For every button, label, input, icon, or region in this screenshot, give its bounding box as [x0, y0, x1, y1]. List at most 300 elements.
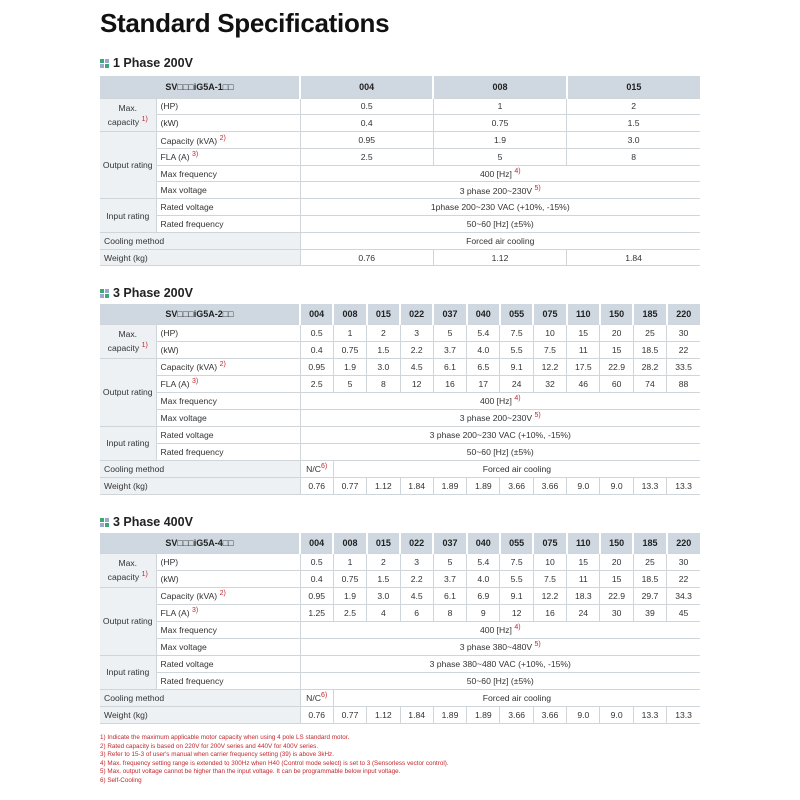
max-frequency-value-text: 400 [Hz] [479, 169, 512, 180]
rated-frequency-label: Rated frequency [156, 443, 300, 460]
value-cell: 11 [567, 570, 600, 587]
value-cell: 30 [667, 553, 700, 570]
rated-frequency-value-text: 50~60 [Hz] (±5%) [466, 218, 534, 229]
max-frequency-label: Max frequency [156, 621, 300, 638]
value-cell: 74 [633, 375, 666, 392]
grid-bullet-icon [100, 518, 109, 527]
value-cell: 18.5 [633, 570, 666, 587]
rated-frequency-row [100, 216, 700, 233]
output-rating-group [100, 587, 156, 655]
value-cell: 9.0 [600, 477, 633, 494]
value-cell: 0.75 [333, 570, 366, 587]
kw-label-text: (kW) [160, 573, 179, 584]
value-cell: 6.1 [433, 358, 466, 375]
self-cooling-text: N/C [306, 463, 321, 474]
footnote: 6) Self-Cooling [100, 776, 142, 784]
cooling-method-row [100, 689, 700, 706]
value-cell: 34.3 [667, 587, 700, 604]
value-cell: 22.9 [600, 587, 633, 604]
column-header: 075 [533, 304, 566, 324]
value-cell: 2 [367, 324, 400, 341]
value-cell: 1.5 [567, 115, 700, 132]
max-frequency-value-text: 400 [Hz] [479, 624, 512, 635]
value-cell: 28.2 [633, 358, 666, 375]
hp-row [100, 553, 700, 570]
header-row [100, 76, 700, 98]
value-cell: 2.2 [400, 570, 433, 587]
footnote-mark: 6) [320, 463, 328, 471]
value-cell: 7.5 [533, 570, 566, 587]
value-cell: 0.4 [300, 570, 333, 587]
column-header: 040 [467, 533, 500, 553]
value-cell: 9.0 [600, 706, 633, 723]
column-header: 185 [633, 304, 666, 324]
column-header: 220 [667, 533, 700, 553]
value-cell: 32 [533, 375, 566, 392]
kw-label-text: (kW) [160, 344, 179, 355]
fla-label-text: FLA (A) [160, 152, 190, 163]
value-cell: 30 [667, 324, 700, 341]
column-header: 015 [367, 304, 400, 324]
capacity-kva-row [100, 132, 700, 149]
column-header: 037 [433, 304, 466, 324]
value-cell: 15 [567, 324, 600, 341]
rated-voltage-row [100, 655, 700, 672]
capacity-kva-label-text: Capacity (kVA) [160, 361, 218, 372]
capacity-kva-label [156, 358, 300, 375]
max-voltage-label: Max voltage [156, 182, 300, 199]
cooling-method-row [100, 232, 700, 249]
value-cell: 24 [567, 604, 600, 621]
value-cell: 0.5 [300, 98, 433, 115]
section-title-1-phase-200v: 1 Phase 200V [100, 56, 193, 70]
hp-label-text: (HP) [160, 327, 179, 338]
footnote-mark: 5) [534, 184, 541, 192]
self-cooling-cell [300, 689, 333, 706]
capacity-kva-row [100, 358, 700, 375]
value-cell: 5 [433, 553, 466, 570]
spec-table-3-phase-400v [100, 533, 700, 724]
value-cell: 6.5 [467, 358, 500, 375]
column-header: 185 [633, 533, 666, 553]
max-frequency-row [100, 621, 700, 638]
header-row [100, 533, 700, 553]
footnote-mark: 2) [219, 590, 226, 598]
value-cell: 30 [600, 604, 633, 621]
model-code: SV□□□iG5A-4□□ [100, 533, 300, 553]
column-header: 075 [533, 533, 566, 553]
value-cell: 1.89 [467, 706, 500, 723]
value-cell: 6.1 [433, 587, 466, 604]
column-header: 110 [567, 533, 600, 553]
cooling-method-label: Cooling method [100, 689, 300, 706]
weight-label: Weight (kg) [100, 477, 300, 494]
value-cell: 10 [533, 553, 566, 570]
footnote-mark: 4) [514, 395, 521, 403]
rated-voltage-label: Rated voltage [156, 426, 300, 443]
capacity-kva-label [156, 132, 300, 149]
weight-row [100, 477, 700, 494]
value-cell: 3.0 [367, 358, 400, 375]
input-rating-group: Input rating [100, 655, 156, 689]
value-cell: 13.3 [667, 477, 700, 494]
value-cell: 7.5 [500, 553, 533, 570]
cooling-method-row [100, 460, 700, 477]
grid-bullet-icon [100, 59, 109, 68]
section-title-3-phase-400v: 3 Phase 400V [100, 515, 193, 529]
value-cell: 2.5 [300, 375, 333, 392]
rated-frequency-value [300, 443, 700, 460]
rated-frequency-label: Rated frequency [156, 672, 300, 689]
value-cell: 12.2 [533, 358, 566, 375]
value-cell: 11 [567, 341, 600, 358]
column-header: 004 [300, 533, 333, 553]
max-voltage-value-text: 3 phase 200~230V [459, 185, 533, 196]
max-voltage-value [300, 409, 700, 426]
rated-frequency-label: Rated frequency [156, 216, 300, 233]
max-voltage-value [300, 182, 700, 199]
input-rating-group: Input rating [100, 199, 156, 233]
value-cell: 0.76 [300, 477, 333, 494]
value-cell: 18.3 [567, 587, 600, 604]
fla-label [156, 148, 300, 165]
max-voltage-label: Max voltage [156, 638, 300, 655]
header-row [100, 304, 700, 324]
value-cell: 3.66 [533, 477, 566, 494]
footnote-mark: 1) [141, 342, 148, 350]
max-voltage-row [100, 638, 700, 655]
kw-label-text: (kW) [160, 118, 179, 129]
column-header: 008 [433, 76, 566, 98]
value-cell: 0.77 [333, 706, 366, 723]
max-frequency-row [100, 392, 700, 409]
rated-frequency-row [100, 443, 700, 460]
value-cell: 1.5 [367, 570, 400, 587]
value-cell: 17.5 [567, 358, 600, 375]
value-cell: 33.5 [667, 358, 700, 375]
value-cell: 3.7 [433, 341, 466, 358]
value-cell: 6 [400, 604, 433, 621]
rated-frequency-value [300, 672, 700, 689]
output-rating-group-text: Output rating [102, 387, 153, 397]
value-cell: 15 [600, 341, 633, 358]
input-rating-group: Input rating [100, 426, 156, 460]
fla-row [100, 604, 700, 621]
value-cell: 16 [433, 375, 466, 392]
value-cell: 1.89 [433, 477, 466, 494]
kw-row [100, 341, 700, 358]
column-header: 004 [300, 304, 333, 324]
section-title-3-phase-200v: 3 Phase 200V [100, 286, 193, 300]
value-cell: 3.7 [433, 570, 466, 587]
value-cell: 4.0 [467, 341, 500, 358]
rated-voltage-value-text: 3 phase 200~230 VAC (+10%, -15%) [429, 429, 571, 440]
max-frequency-label: Max frequency [156, 392, 300, 409]
value-cell: 0.5 [300, 553, 333, 570]
value-cell: 1.84 [400, 477, 433, 494]
footnote-mark: 4) [514, 168, 521, 176]
rated-voltage-row [100, 426, 700, 443]
value-cell: 9.1 [500, 587, 533, 604]
page-title: Standard Specifications [100, 8, 390, 38]
value-cell: 29.7 [633, 587, 666, 604]
value-cell: 46 [567, 375, 600, 392]
hp-row [100, 98, 700, 115]
hp-row [100, 324, 700, 341]
value-cell: 8 [367, 375, 400, 392]
rated-frequency-value-text: 50~60 [Hz] (±5%) [466, 675, 534, 686]
value-cell: 5 [433, 324, 466, 341]
value-cell: 1.9 [333, 587, 366, 604]
rated-voltage-row [100, 199, 700, 216]
capacity-kva-label-text: Capacity (kVA) [160, 135, 218, 146]
max-frequency-value [300, 392, 700, 409]
value-cell: 1 [333, 324, 366, 341]
value-cell: 2 [367, 553, 400, 570]
value-cell: 0.95 [300, 587, 333, 604]
column-header: 008 [333, 304, 366, 324]
value-cell: 0.95 [300, 132, 433, 149]
fla-label [156, 604, 300, 621]
column-header: 150 [600, 533, 633, 553]
footnote: 1) Indicate the maximum applicable motor capacity when using 4 pole LS standard motor. [100, 734, 350, 741]
rated-frequency-value [300, 216, 700, 233]
value-cell: 4.0 [467, 570, 500, 587]
max-capacity-group [100, 324, 156, 358]
weight-row [100, 249, 700, 266]
output-rating-group-text: Output rating [102, 160, 153, 171]
column-header: 008 [333, 533, 366, 553]
max-capacity-group-text: Max. capacity [107, 558, 140, 582]
max-voltage-row [100, 409, 700, 426]
value-cell: 25 [633, 324, 666, 341]
value-cell: 5 [333, 375, 366, 392]
weight-label: Weight (kg) [100, 706, 300, 723]
hp-label-text: (HP) [160, 101, 179, 112]
value-cell: 0.76 [300, 706, 333, 723]
cooling-method-value: Forced air cooling [333, 689, 700, 706]
footnote-mark: 1) [141, 115, 148, 123]
value-cell: 13.3 [667, 706, 700, 723]
hp-label-text: (HP) [160, 556, 179, 567]
value-cell: 5.4 [467, 553, 500, 570]
self-cooling-cell [300, 460, 333, 477]
max-frequency-value-text: 400 [Hz] [479, 395, 512, 406]
max-capacity-group-text: Max. capacity [107, 329, 140, 353]
weight-label: Weight (kg) [100, 249, 300, 266]
hp-label [156, 98, 300, 115]
value-cell: 3.0 [367, 587, 400, 604]
value-cell: 8 [433, 604, 466, 621]
value-cell: 17 [467, 375, 500, 392]
value-cell: 60 [600, 375, 633, 392]
rated-voltage-label: Rated voltage [156, 199, 300, 216]
rated-voltage-value [300, 199, 700, 216]
value-cell: 12.2 [533, 587, 566, 604]
kw-label [156, 341, 300, 358]
fla-label-text: FLA (A) [160, 378, 190, 389]
footnote-mark: 5) [534, 641, 541, 649]
footnote: 5) Max. output voltage cannot be higher than the input voltage. It can be programmable below input voltage. [100, 768, 401, 776]
value-cell: 3 [400, 324, 433, 341]
fla-row [100, 375, 700, 392]
value-cell: 24 [500, 375, 533, 392]
hp-label [156, 553, 300, 570]
value-cell: 5.4 [467, 324, 500, 341]
column-header: 220 [667, 304, 700, 324]
value-cell: 13.3 [633, 706, 666, 723]
rated-voltage-label: Rated voltage [156, 655, 300, 672]
capacity-kva-row [100, 587, 700, 604]
model-code: SV□□□iG5A-1□□ [100, 76, 300, 98]
footnote: 3) Refer to 15-3 of user's manual when carrier frequency setting (39) is above 3kHz. [100, 751, 334, 759]
rated-frequency-value-text: 50~60 [Hz] (±5%) [466, 446, 534, 457]
footnote-mark: 2) [219, 361, 226, 369]
grid-bullet-icon [100, 289, 109, 298]
value-cell: 20 [600, 553, 633, 570]
value-cell: 39 [633, 604, 666, 621]
footnote: 2) Rated capacity is based on 220V for 200V series and 440V for 400V series. [100, 742, 319, 750]
value-cell: 12 [400, 375, 433, 392]
value-cell: 5.5 [500, 570, 533, 587]
value-cell: 45 [667, 604, 700, 621]
weight-row [100, 706, 700, 723]
value-cell: 4.5 [400, 358, 433, 375]
max-capacity-group-text: Max. capacity [107, 102, 140, 127]
column-header: 004 [300, 76, 433, 98]
value-cell: 6.9 [467, 587, 500, 604]
max-frequency-label: Max frequency [156, 165, 300, 182]
output-rating-group [100, 358, 156, 426]
fla-label [156, 375, 300, 392]
footnote-mark: 3) [192, 151, 199, 159]
value-cell: 5.5 [500, 341, 533, 358]
value-cell: 15 [600, 570, 633, 587]
column-header: 150 [600, 304, 633, 324]
value-cell: 3.66 [500, 477, 533, 494]
max-voltage-value-text: 3 phase 380~480V [459, 641, 533, 652]
value-cell: 16 [533, 604, 566, 621]
rated-voltage-value-text: 3 phase 380~480 VAC (+10%, -15%) [429, 658, 571, 669]
kw-row [100, 115, 700, 132]
footnote-mark: 4) [514, 624, 521, 632]
fla-label-text: FLA (A) [160, 607, 190, 618]
value-cell: 7.5 [533, 341, 566, 358]
value-cell: 1.9 [333, 358, 366, 375]
value-cell: 1 [333, 553, 366, 570]
value-cell: 88 [667, 375, 700, 392]
footnotes [100, 734, 449, 786]
output-rating-group [100, 132, 156, 199]
value-cell: 3 [400, 553, 433, 570]
cooling-method-value: Forced air cooling [300, 232, 700, 249]
value-cell: 5 [433, 148, 566, 165]
value-cell: 0.75 [433, 115, 566, 132]
max-capacity-group [100, 553, 156, 587]
output-rating-group-text: Output rating [102, 616, 153, 626]
value-cell: 25 [633, 553, 666, 570]
column-header: 015 [567, 76, 700, 98]
value-cell: 13.3 [633, 477, 666, 494]
max-voltage-row [100, 182, 700, 199]
max-frequency-row [100, 165, 700, 182]
value-cell: 1 [433, 98, 566, 115]
max-voltage-label: Max voltage [156, 409, 300, 426]
value-cell: 1.5 [367, 341, 400, 358]
value-cell: 22.9 [600, 358, 633, 375]
value-cell: 2.5 [300, 148, 433, 165]
value-cell: 7.5 [500, 324, 533, 341]
hp-label [156, 324, 300, 341]
value-cell: 20 [600, 324, 633, 341]
value-cell: 0.95 [300, 358, 333, 375]
footnote-mark: 5) [534, 412, 541, 420]
value-cell: 0.76 [300, 249, 433, 266]
value-cell: 9.0 [567, 477, 600, 494]
footnote-mark: 6) [320, 692, 328, 700]
value-cell: 0.5 [300, 324, 333, 341]
footnote-mark: 3) [192, 378, 199, 386]
column-header: 055 [500, 533, 533, 553]
value-cell: 1.9 [433, 132, 566, 149]
max-voltage-value [300, 638, 700, 655]
column-header: 022 [400, 533, 433, 553]
column-header: 055 [500, 304, 533, 324]
value-cell: 1.12 [367, 477, 400, 494]
spec-table-3-phase-200v [100, 304, 700, 495]
kw-label [156, 115, 300, 132]
fla-row [100, 148, 700, 165]
model-code: SV□□□iG5A-2□□ [100, 304, 300, 324]
value-cell: 1.12 [367, 706, 400, 723]
value-cell: 3.66 [533, 706, 566, 723]
value-cell: 10 [533, 324, 566, 341]
max-frequency-value [300, 621, 700, 638]
value-cell: 1.89 [467, 477, 500, 494]
column-header: 022 [400, 304, 433, 324]
value-cell: 22 [667, 570, 700, 587]
column-header: 037 [433, 533, 466, 553]
self-cooling-text: N/C [306, 692, 321, 703]
column-header: 110 [567, 304, 600, 324]
value-cell: 2.2 [400, 341, 433, 358]
value-cell: 1.12 [433, 249, 566, 266]
max-voltage-value-text: 3 phase 200~230V [459, 412, 533, 423]
value-cell: 1.84 [567, 249, 700, 266]
value-cell: 2 [567, 98, 700, 115]
value-cell: 0.75 [333, 341, 366, 358]
value-cell: 1.25 [300, 604, 333, 621]
value-cell: 12 [500, 604, 533, 621]
value-cell: 1.84 [400, 706, 433, 723]
footnote: 4) Max. frequency setting range is extended to 300Hz when H40 (Control mode select) is set to 3 (Sensorless vector control). [100, 759, 449, 767]
footnote-mark: 1) [141, 571, 148, 579]
value-cell: 4.5 [400, 587, 433, 604]
cooling-method-label: Cooling method [100, 460, 300, 477]
value-cell: 9.1 [500, 358, 533, 375]
value-cell: 2.5 [333, 604, 366, 621]
value-cell: 3.0 [567, 132, 700, 149]
rated-voltage-value-text: 1phase 200~230 VAC (+10%, -15%) [430, 202, 570, 213]
value-cell: 9 [467, 604, 500, 621]
kw-label [156, 570, 300, 587]
rated-voltage-value [300, 426, 700, 443]
column-header: 015 [367, 533, 400, 553]
rated-frequency-row [100, 672, 700, 689]
value-cell: 9.0 [567, 706, 600, 723]
column-header: 040 [467, 304, 500, 324]
value-cell: 4 [367, 604, 400, 621]
